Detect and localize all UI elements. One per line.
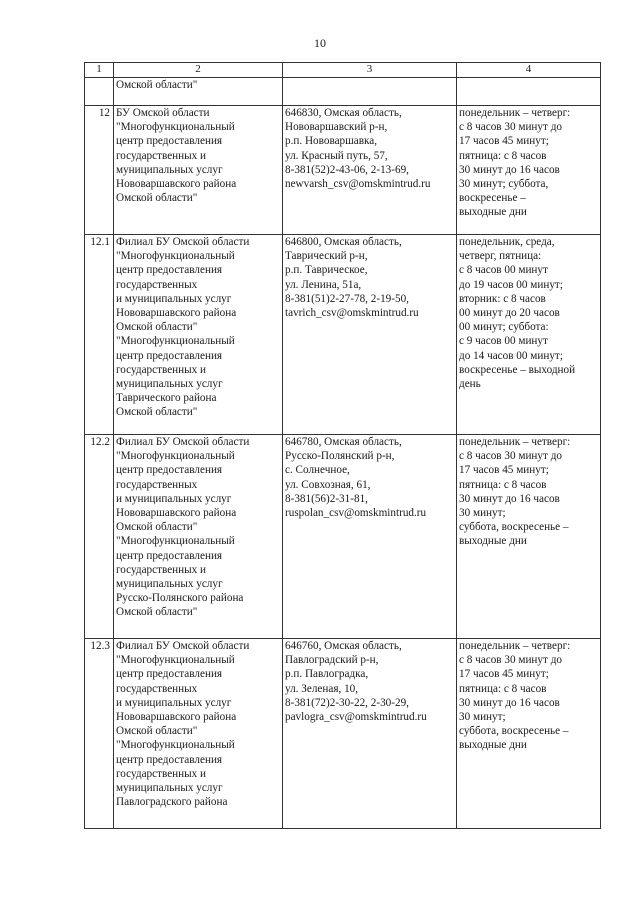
table-row	[85, 639, 601, 829]
institution-name: Омской области"	[114, 78, 283, 106]
page-number: 10	[314, 36, 326, 50]
working-hours: понедельник – четверг: с 8 часов 30 минут до 17 часов 45 минут; пятница: с 8 часов 30 минут до 16 часов 30 минут; суббота, воскресенье – выходные дни	[457, 639, 601, 829]
address-contacts: 646800, Омская область, Таврический р-н, р.п. Таврическое, ул. Ленина, 51а, 8-381(51)2-27-78, 2-19-50, tavrich_csv@omskmintrud.ru	[283, 235, 457, 435]
table-row	[85, 435, 601, 639]
address-contacts: 646780, Омская область, Русско-Полянский р-н, с. Солнечное, ул. Совхозная, 61, 8-381(56)2-31-81, ruspolan_csv@omskmintrud.ru	[283, 435, 457, 639]
row-num: 12.3	[85, 639, 114, 829]
row-num: 12	[85, 106, 114, 235]
institution-name: Филиал БУ Омской области "Многофункциональный центр предоставления государственных и муниципальных услуг Нововаршавского района Омской области" "Многофункциональный центр предоставления государственных и муниципальных услуг Таврического района Омской области"	[114, 235, 283, 435]
header-col-4: 4	[457, 63, 601, 78]
address-contacts: 646830, Омская область, Нововаршавский р-н, р.п. Нововаршавка, ул. Красный путь, 57, 8-381(52)2-43-06, 2-13-69, newvarsh_csv@omskmintrud.ru	[283, 106, 457, 235]
table-row	[85, 106, 601, 235]
table-row	[85, 235, 601, 435]
working-hours	[457, 78, 601, 106]
row-num: 12.1	[85, 235, 114, 435]
institution-name: Филиал БУ Омской области "Многофункциональный центр предоставления государственных и муниципальных услуг Нововаршавского района Омской области" "Многофункциональный центр предоставления государственных и муниципальных услуг Павлоградского района	[114, 639, 283, 829]
working-hours: понедельник, среда, четверг, пятница: с 8 часов 00 минут до 19 часов 00 минут; вторник: с 8 часов 00 минут до 20 часов 00 минут; суббота: с 9 часов 00 минут до 14 часов 00 минут; воскресенье – выходной день	[457, 235, 601, 435]
institution-name: Филиал БУ Омской области "Многофункциональный центр предоставления государственных и муниципальных услуг Нововаршавского района Омской области" "Многофункциональный центр предоставления государственных и муниципальных услуг Русско-Полянского района Омской области"	[114, 435, 283, 639]
institution-name: БУ Омской области "Многофункциональный центр предоставления государственных и муниципальных услуг Нововаршавского района Омской области"	[114, 106, 283, 235]
mfc-branches-table	[84, 62, 601, 829]
working-hours: понедельник – четверг: с 8 часов 30 минут до 17 часов 45 минут; пятница: с 8 часов 30 минут до 16 часов 30 минут; суббота, воскресенье – выходные дни	[457, 435, 601, 639]
address-contacts	[283, 78, 457, 106]
working-hours: понедельник – четверг: с 8 часов 30 минут до 17 часов 45 минут; пятница: с 8 часов 30 минут до 16 часов 30 минут; суббота, воскресенье – выходные дни	[457, 106, 601, 235]
header-col-3: 3	[283, 63, 457, 78]
row-num	[85, 78, 114, 106]
row-num: 12.2	[85, 435, 114, 639]
header-col-1: 1	[85, 63, 114, 78]
header-col-2: 2	[114, 63, 283, 78]
address-contacts: 646760, Омская область, Павлоградский р-н, р.п. Павлоградка, ул. Зеленая, 10, 8-381(72)2-30-22, 2-30-29, pavlogra_csv@omskmintrud.ru	[283, 639, 457, 829]
table-header-row	[85, 63, 601, 78]
table-row-continuation	[85, 78, 601, 106]
